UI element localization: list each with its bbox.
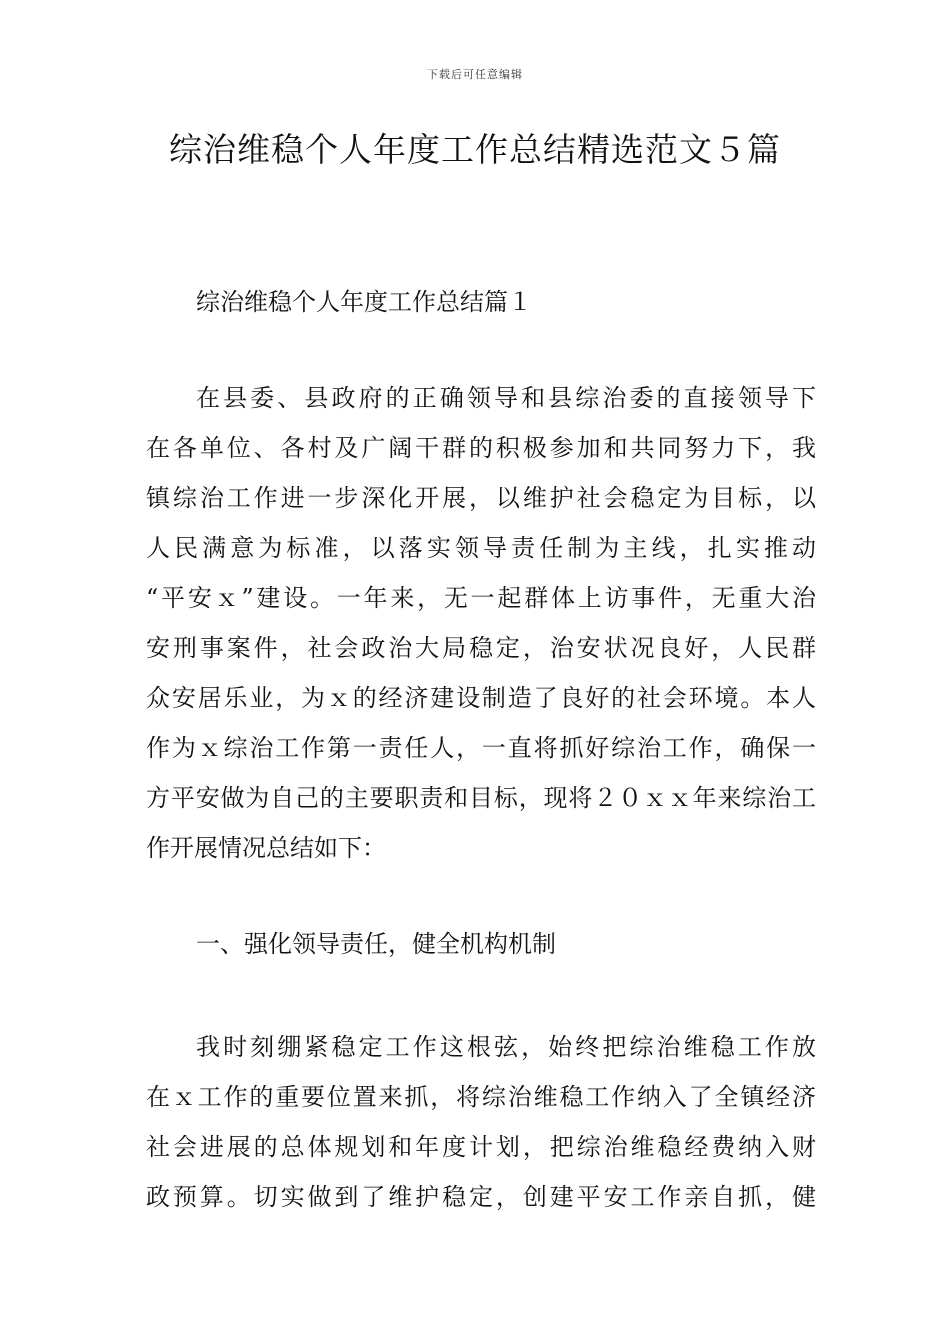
paragraph-line: 安刑事案件，社会政治大局稳定，治安状况良好，人民群 (146, 634, 816, 662)
paragraph-line: 众安居乐业，为ｘ的经济建设制造了良好的社会环境。本人 (146, 684, 816, 712)
paragraph-line: 作为ｘ综治工作第一责任人，一直将抓好综治工作，确保一 (146, 734, 816, 762)
paragraph-line: 人民满意为标准，以落实领导责任制为主线，扎实推动 (146, 534, 816, 562)
header-note: 下载后可任意编辑 (427, 68, 523, 81)
paragraph-line: 镇综治工作进一步深化开展，以维护社会稳定为目标，以 (146, 484, 816, 512)
subheading: 一、强化领导责任，健全机构机制 (196, 930, 556, 958)
section-heading: 综治维稳个人年度工作总结篇１ (196, 288, 532, 316)
document-title: 综治维稳个人年度工作总结精选范文５篇 (169, 130, 781, 169)
paragraph-line: 政预算。切实做到了维护稳定，创建平安工作亲自抓，健 (146, 1183, 816, 1211)
paragraph-line: 在ｘ工作的重要位置来抓，将综治维稳工作纳入了全镇经济 (146, 1083, 816, 1111)
paragraph-line: 方平安做为自己的主要职责和目标，现将２０ｘｘ年来综治工 (146, 784, 816, 812)
paragraph-line: 社会进展的总体规划和年度计划，把综治维稳经费纳入财 (146, 1133, 816, 1161)
paragraph-line: 在县委、县政府的正确领导和县综治委的直接领导下 (196, 384, 816, 412)
paragraph-line: “平安ｘ”建设。一年来，无一起群体上访事件，无重大治 (146, 584, 816, 612)
paragraph-line: 我时刻绷紧稳定工作这根弦，始终把综治维稳工作放 (196, 1033, 816, 1061)
paragraph-line: 作开展情况总结如下： (146, 834, 386, 862)
paragraph-line: 在各单位、各村及广阔干群的积极参加和共同努力下，我 (146, 434, 816, 462)
